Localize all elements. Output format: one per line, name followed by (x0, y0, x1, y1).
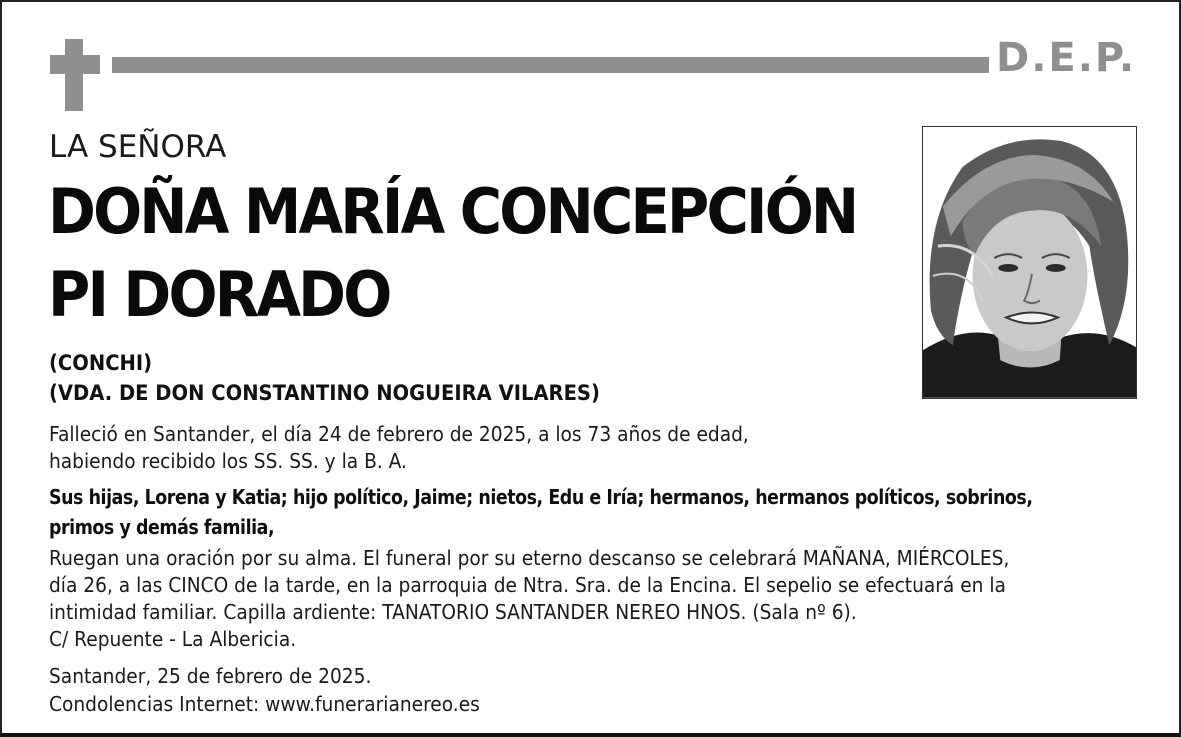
funeral-line: Ruegan una oración por su alma. El funeral por su eterno descanso se celebrará MAÑANA, MIÉRCOLES, (49, 546, 1010, 570)
portrait-illustration (923, 127, 1136, 398)
dep-heading: D.E.P. (996, 35, 1137, 81)
death-notice-line: Falleció en Santander, el día 24 de febrero de 2025, a los 73 años de edad, (49, 422, 749, 446)
deceased-name-line-2: PI DORADO (48, 258, 390, 331)
deceased-name-line-1: DOÑA MARÍA CONCEPCIÓN (48, 175, 857, 248)
funeral-line: intimidad familiar. Capilla ardiente: TANATORIO SANTANDER NEREO HNOS. (Sala nº 6). (49, 600, 857, 624)
death-notice-line: habiendo recibido los SS. SS. y la B. A. (49, 449, 407, 473)
family-line: primos y demás familia, (49, 515, 275, 539)
funeral-line: día 26, a las CINCO de la tarde, en la parroquia de Ntra. Sra. de la Encina. El sepelio se efectuará en la (49, 573, 1006, 597)
nickname: (CONCHI) (49, 351, 153, 375)
place-date: Santander, 25 de febrero de 2025. (49, 664, 372, 688)
portrait-photo (922, 126, 1137, 399)
widow-of: (VDA. DE DON CONSTANTINO NOGUEIRA VILARES) (49, 381, 600, 405)
condolences-link-text: Condolencias Internet: www.funerarianereo.es (49, 692, 480, 716)
title-prefix: LA SEÑORA (49, 129, 227, 165)
family-line: Sus hijas, Lorena y Katia; hijo político, Jaime; nietos, Edu e Iría; hermanos, hermanos políticos, sobrinos, (49, 485, 1033, 509)
funeral-line: C/ Repuente - La Albericia. (49, 627, 297, 651)
header-rule (112, 57, 989, 73)
